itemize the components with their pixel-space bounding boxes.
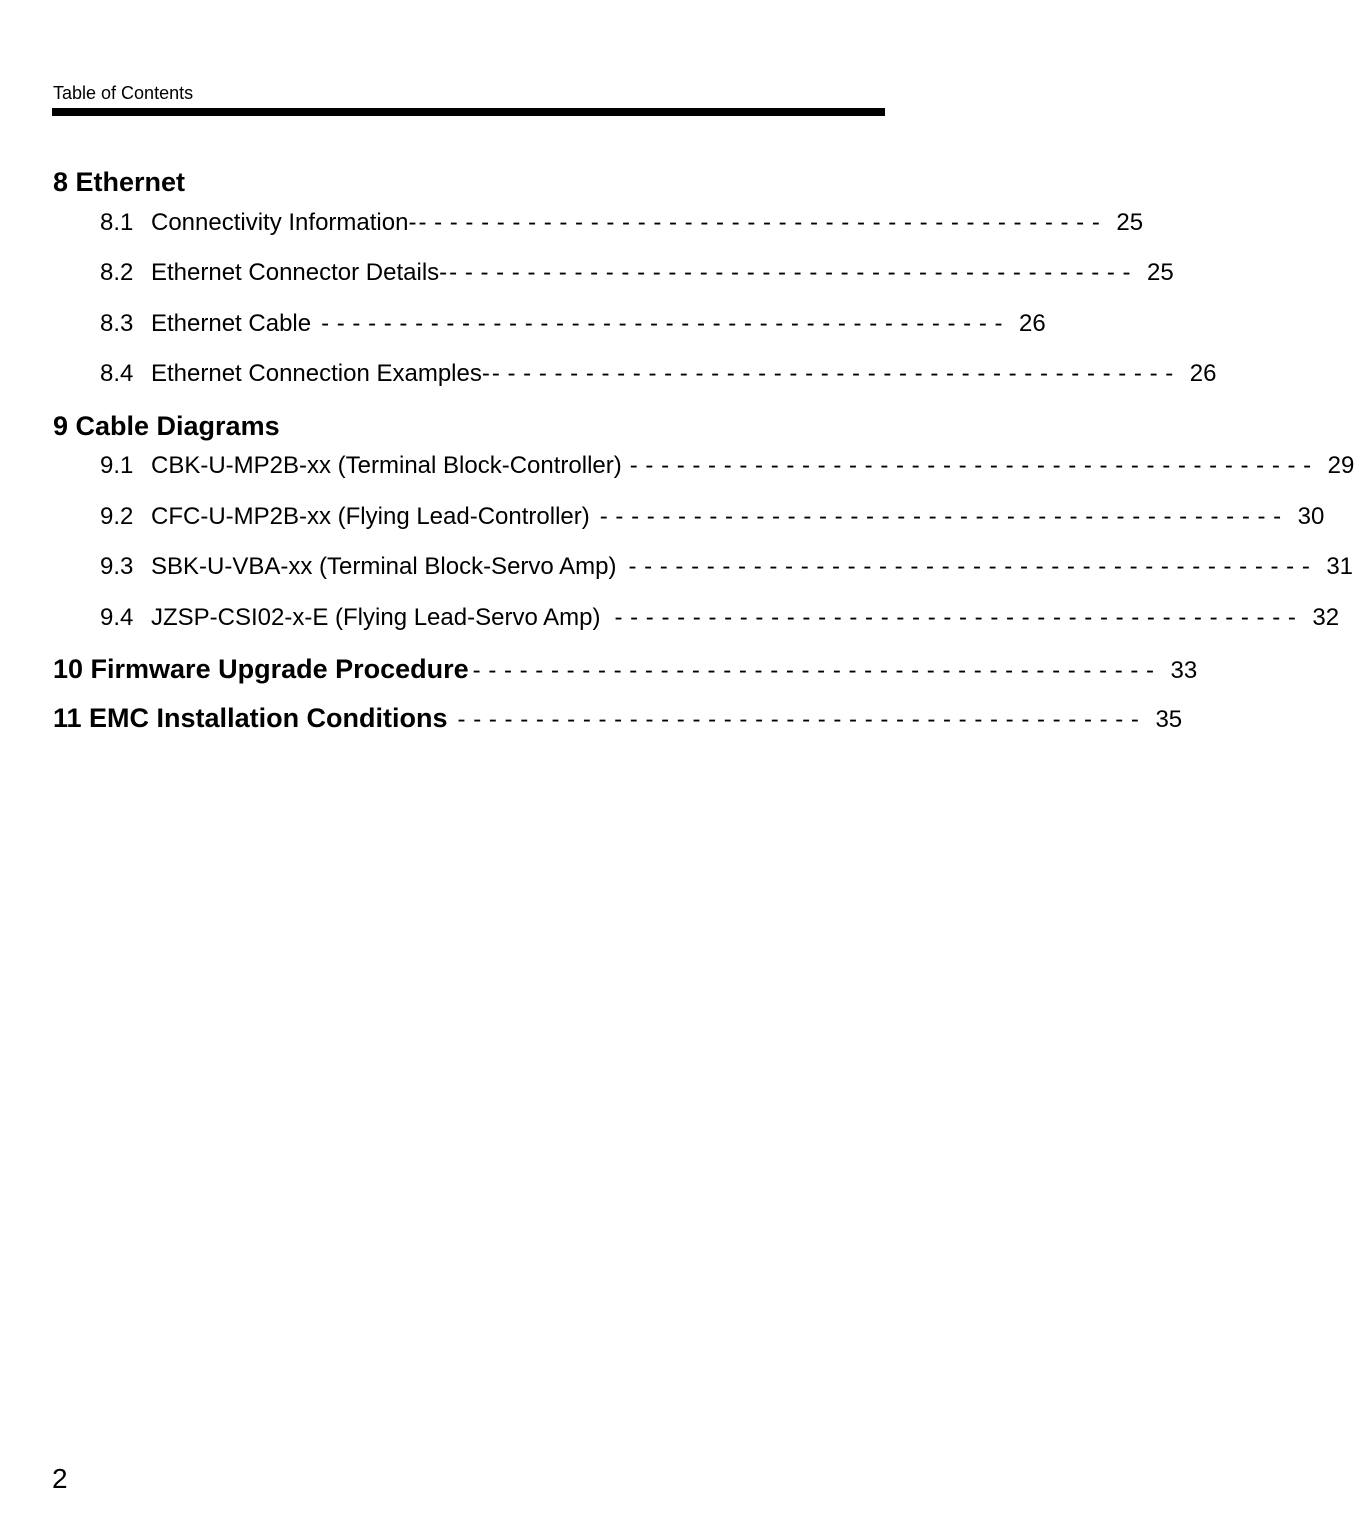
- toc-entry-page: 32: [1312, 604, 1340, 631]
- toc-leader-dots: - - - - - - - - - - - - - - - - - - - - - - - - - - - - - - - - - - - - - - - - - - - -: [321, 310, 1003, 337]
- toc-entry-title: Ethernet Connection Examples-: [151, 360, 490, 387]
- toc-entry-chapter-10[interactable]: [53, 653, 1198, 685]
- toc-entry-number: 9.1: [100, 452, 134, 479]
- toc-entry-9-4[interactable]: [100, 602, 1340, 634]
- toc-leader-dots: - - - - - - - - - - - - - - - - - - - - - - - - - - - - - - - - - - - - - - - - - - - -: [457, 706, 1140, 733]
- toc-entry-title: Connectivity Information-: [151, 209, 417, 236]
- toc-entry-page: 35: [1155, 706, 1183, 733]
- toc-entry-title: CBK-U-MP2B-xx (Terminal Block-Controller): [151, 452, 622, 479]
- toc-entry-title: JZSP-CSI02-x-E (Flying Lead-Servo Amp): [151, 604, 601, 631]
- toc-entry-page: 25: [1116, 209, 1144, 236]
- toc-entry-number: 8.2: [100, 259, 134, 286]
- toc-entry-number: 9.3: [100, 553, 134, 580]
- toc-leader-dots: - - - - - - - - - - - - - - - - - - - - - - - - - - - - - - - - - - - - - - - - - - - -: [629, 452, 1312, 479]
- toc-leader-dots: - - - - - - - - - - - - - - - - - - - - - - - - - - - - - - - - - - - - - - - - - - - -: [614, 604, 1297, 631]
- toc-leader-dots: - - - - - - - - - - - - - - - - - - - - - - - - - - - - - - - - - - - - - - - - - - - -: [472, 657, 1155, 684]
- toc-entry-9-3[interactable]: [100, 551, 1354, 583]
- toc-entry-8-4[interactable]: [100, 358, 1217, 390]
- toc-entry-page: 29: [1327, 452, 1354, 479]
- toc-entry-number: 8.1: [100, 209, 134, 236]
- toc-entry-page: 25: [1147, 259, 1174, 286]
- toc-entry-page: 30: [1297, 503, 1325, 530]
- toc-entry-title: CFC-U-MP2B-xx (Flying Lead-Controller): [151, 503, 590, 530]
- toc-entry-number: 9.2: [100, 503, 134, 530]
- toc-entry-page: 26: [1019, 310, 1046, 337]
- toc-entry-9-2[interactable]: [100, 501, 1325, 533]
- toc-entry-9-1[interactable]: [100, 450, 1354, 482]
- toc-entry-number: 8.3: [100, 310, 134, 337]
- toc-leader-dots: - - - - - - - - - - - - - - - - - - - - - - - - - - - - - - - - - - - - - - - - - - - -: [418, 209, 1101, 236]
- running-head: Table of Contents: [53, 83, 194, 103]
- header-rule: [52, 108, 885, 116]
- toc-leader-dots: - - - - - - - - - - - - - - - - - - - - - - - - - - - - - - - - - - - - - - - - - - - -: [599, 503, 1282, 530]
- toc-entry-page: 31: [1326, 553, 1354, 580]
- toc-entry-8-1[interactable]: [100, 207, 1144, 239]
- toc-chapter-title: 10 Firmware Upgrade Procedure: [53, 654, 469, 684]
- toc-entry-title: SBK-U-VBA-xx (Terminal Block-Servo Amp): [151, 553, 617, 580]
- toc-entry-page: 26: [1189, 360, 1217, 387]
- toc-entry-title: Ethernet Connector Details-: [151, 259, 448, 286]
- toc-entry-8-3[interactable]: [100, 308, 1046, 340]
- toc-chapter-title: 11 EMC Installation Conditions: [53, 703, 448, 733]
- toc-chapter-8-title: 8 Ethernet: [53, 167, 186, 197]
- toc-chapter-9-title: 9 Cable Diagrams: [53, 411, 280, 441]
- toc-leader-dots: - - - - - - - - - - - - - - - - - - - - - - - - - - - - - - - - - - - - - - - - - - - -: [449, 259, 1132, 286]
- toc-entry-chapter-11[interactable]: [53, 702, 1183, 734]
- toc-entry-number: 9.4: [100, 604, 134, 631]
- toc-leader-dots: - - - - - - - - - - - - - - - - - - - - - - - - - - - - - - - - - - - - - - - - - - - -: [628, 553, 1311, 580]
- toc-entry-8-2[interactable]: [100, 257, 1174, 289]
- toc-leader-dots: - - - - - - - - - - - - - - - - - - - - - - - - - - - - - - - - - - - - - - - - - - - -: [491, 360, 1174, 387]
- page-number: 2: [52, 1463, 68, 1494]
- toc-entry-title: Ethernet Cable: [151, 310, 312, 337]
- toc-entry-page: 33: [1170, 657, 1198, 684]
- toc-entry-number: 8.4: [100, 360, 134, 387]
